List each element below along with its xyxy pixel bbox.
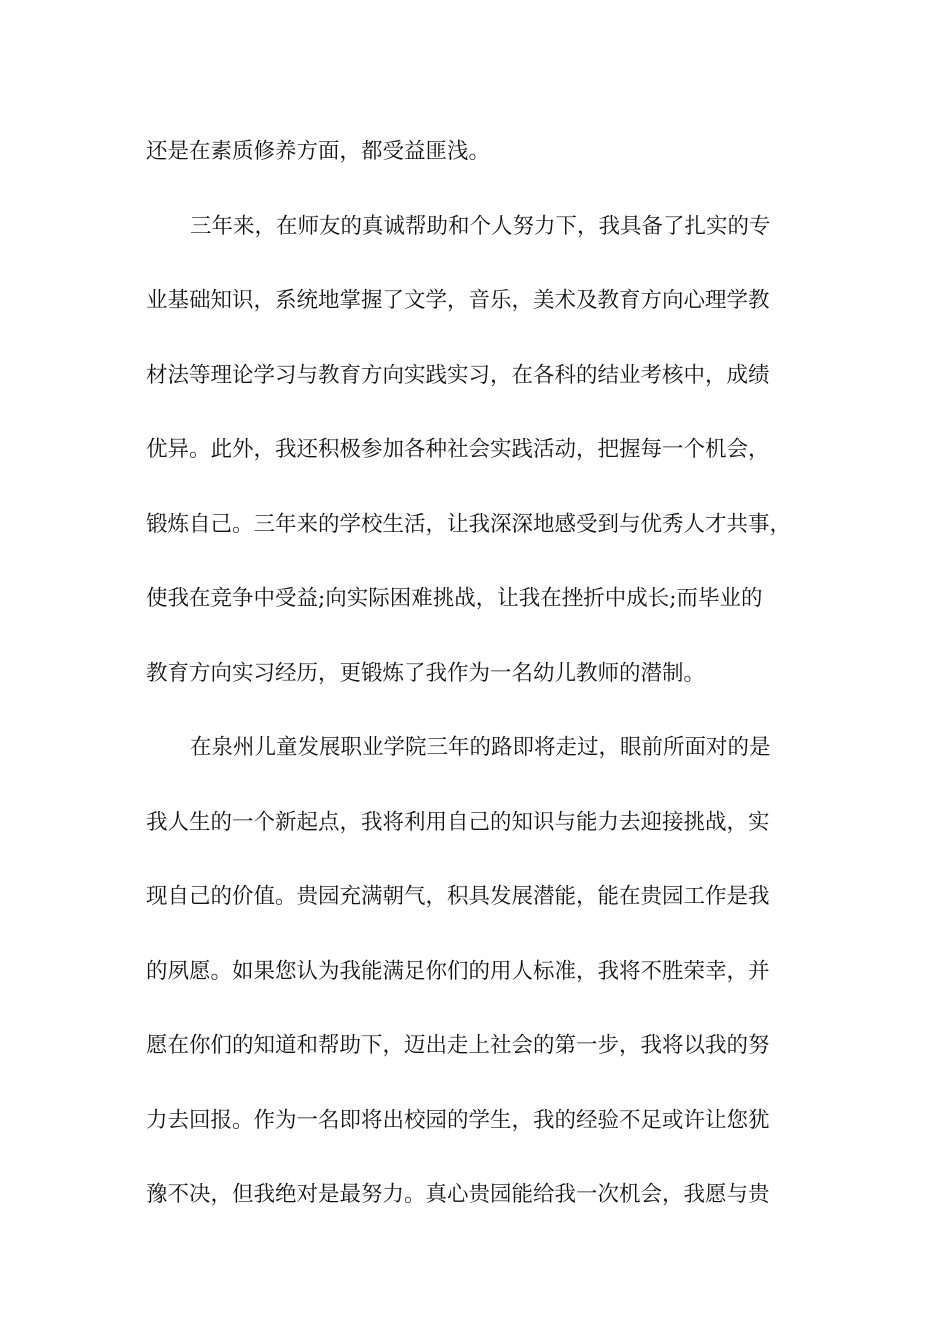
text-line: 愿在你们的知道和帮助下，迈出走上社会的第一步，我将以我的努 xyxy=(146,1033,770,1058)
text-line: 业基础知识，系统地掌握了文学，音乐，美术及教育方向心理学教 xyxy=(146,288,770,313)
text-line: 锻炼自己。三年来的学校生活，让我深深地感受到与优秀人才共事， xyxy=(146,512,792,537)
text-line: 使我在竞争中受益;向实际困难挑战，让我在挫折中成长;而毕业的 xyxy=(146,586,763,611)
text-line: 还是在素质修养方面，都受益匪浅。 xyxy=(146,139,491,164)
text-line: 三年来，在师友的真诚帮助和个人努力下，我具备了扎实的专 xyxy=(190,214,771,239)
text-line: 教育方向实习经历，更锻炼了我作为一名幼儿教师的潜制。 xyxy=(146,661,706,686)
text-line: 现自己的价值。贵园充满朝气，积具发展潜能，能在贵园工作是我 xyxy=(146,884,770,909)
text-line: 优异。此外，我还积极参加各种社会实践活动，把握每一个机会， xyxy=(146,437,770,462)
text-line: 我人生的一个新起点，我将利用自己的知识与能力去迎接挑战，实 xyxy=(146,810,770,835)
text-line: 豫不决，但我绝对是最努力。真心贵园能给我一次机会，我愿与贵 xyxy=(146,1182,770,1207)
text-line: 力去回报。作为一名即将出校园的学生，我的经验不足或许让您犹 xyxy=(146,1108,770,1133)
text-line: 的夙愿。如果您认为我能满足你们的用人标准，我将不胜荣幸，并 xyxy=(146,959,770,984)
text-line: 在泉州儿童发展职业学院三年的路即将走过，眼前所面对的是 xyxy=(190,735,771,760)
text-line: 材法等理论学习与教育方向实践实习，在各科的结业考核中，成绩 xyxy=(146,363,770,388)
